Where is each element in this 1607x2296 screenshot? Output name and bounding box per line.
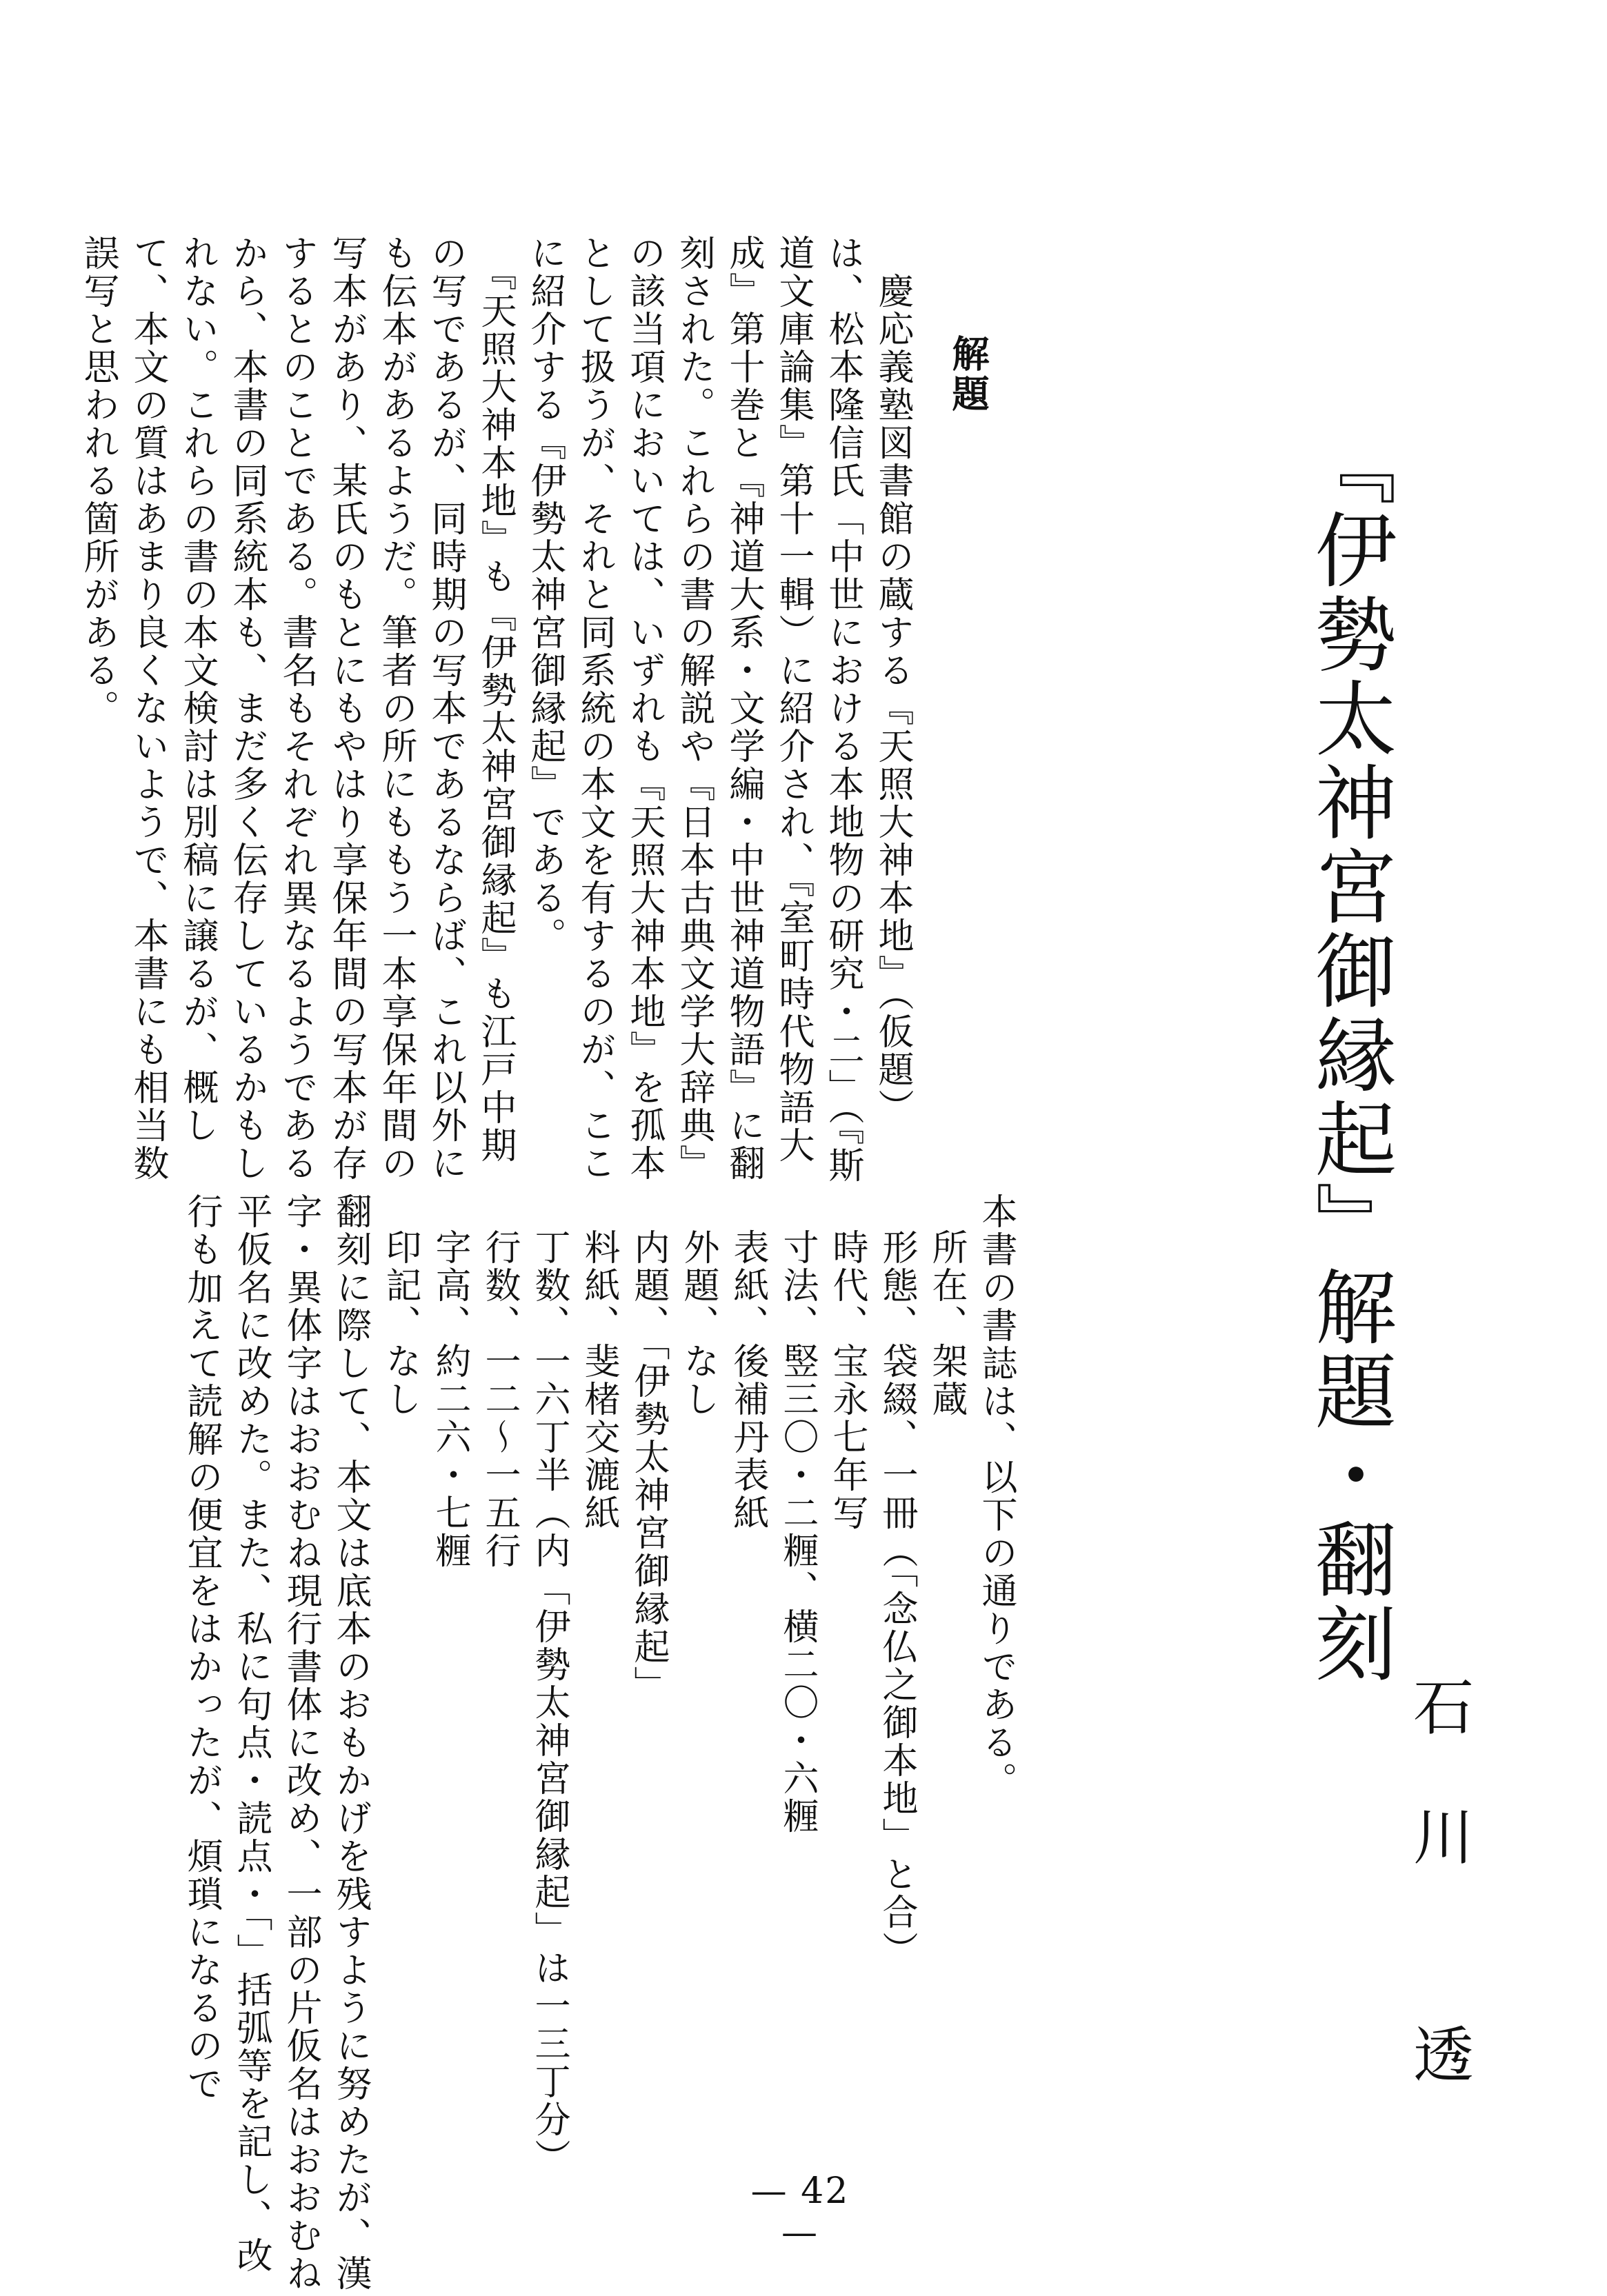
bibliography-item: 寸法、竪三〇・二糎、横二〇・六糎 [777, 1229, 818, 1835]
page-title: 『伊勢太神宮御縁起』解題・翻刻 [1301, 424, 1397, 1686]
bibliography-item: 形態、袋綴、一冊（「念仏之御本地」と合） [876, 1229, 917, 1969]
kaidai-paragraph: 慶応義塾図書館の蔵する『天照大神本地』（仮題）は、松本隆信氏「中世における本地物の研究・二」（『斯道文庫論集』第十一輯）に紹介され、『室町時代物語大成』第十巻と『神道大系・文学編・中世神道物語』に翻刻された。これらの書の解説や『日本古典文学大辞典』の該当項においては、いずれも『天照大神本地』を孤本として扱うが、それと同系統の本文を有するのが、ここに紹介する『伊勢太神宮御縁起』である。 [524, 234, 913, 1185]
bibliography-item: 外題、なし [677, 1229, 719, 1418]
bibliography-section [177, 1193, 1021, 2296]
bibliography-item: 丁数、一六丁半（内「伊勢太神宮御縁起」は一三丁分） [528, 1229, 570, 2177]
bibliography-item: 行数、一二〜一五行 [479, 1229, 520, 1570]
bibliography-item: 所在、架蔵 [926, 1229, 967, 1418]
section-heading-kaidai: 解題 [946, 334, 990, 414]
page-number: — 42 — [750, 2171, 850, 2253]
bibliography-intro: 本書の書誌は、以下の通りである。 [975, 1193, 1017, 1800]
editorial-note: 翻刻に際して、本文は底本のおもかげを残すように努めたが、漢字・異体字はおおむね現行書体に改め、一部の片仮名はおおむね平仮名に改めた。また、私に句点・読点・「」括弧等を記し、改行も加えて読解の便宜をはかったが、煩瑣になるので [181, 1193, 371, 2293]
bibliography-item: 料紙、斐楮交漉紙 [578, 1229, 619, 1532]
bibliography-item: 字高、約二六・七糎 [429, 1229, 470, 1570]
bibliography-item: 印記、なし [379, 1229, 421, 1418]
kaidai-paragraph: 『天照大神本地』も『伊勢太神宮御縁起』も江戸中期の写であるが、同時期の写本であるならば、これ以外にも伝本があるようだ。筆者の所にももう一本享保年間の写本があり、某氏のもとにもやはり享保年間の写本が存するとのことである。書名もそれぞれ異なるようであるから、本書の同系統本も、まだ多く伝存しているかもしれない。これらの書の本文検討は別稿に譲るが、概して、本文の質はあまり良くないようで、本書にも相当数誤写と思われる箇所がある。 [77, 234, 516, 1182]
kaidai-body [73, 234, 917, 1193]
bibliography-item: 表紙、後補丹表紙 [727, 1229, 768, 1532]
bibliography-item: 時代、宝永七年写 [826, 1229, 868, 1532]
bibliography-item: 内題、「伊勢太神宮御縁起」 [628, 1229, 669, 1704]
author-name: 石川 透 [1404, 1675, 1475, 2153]
